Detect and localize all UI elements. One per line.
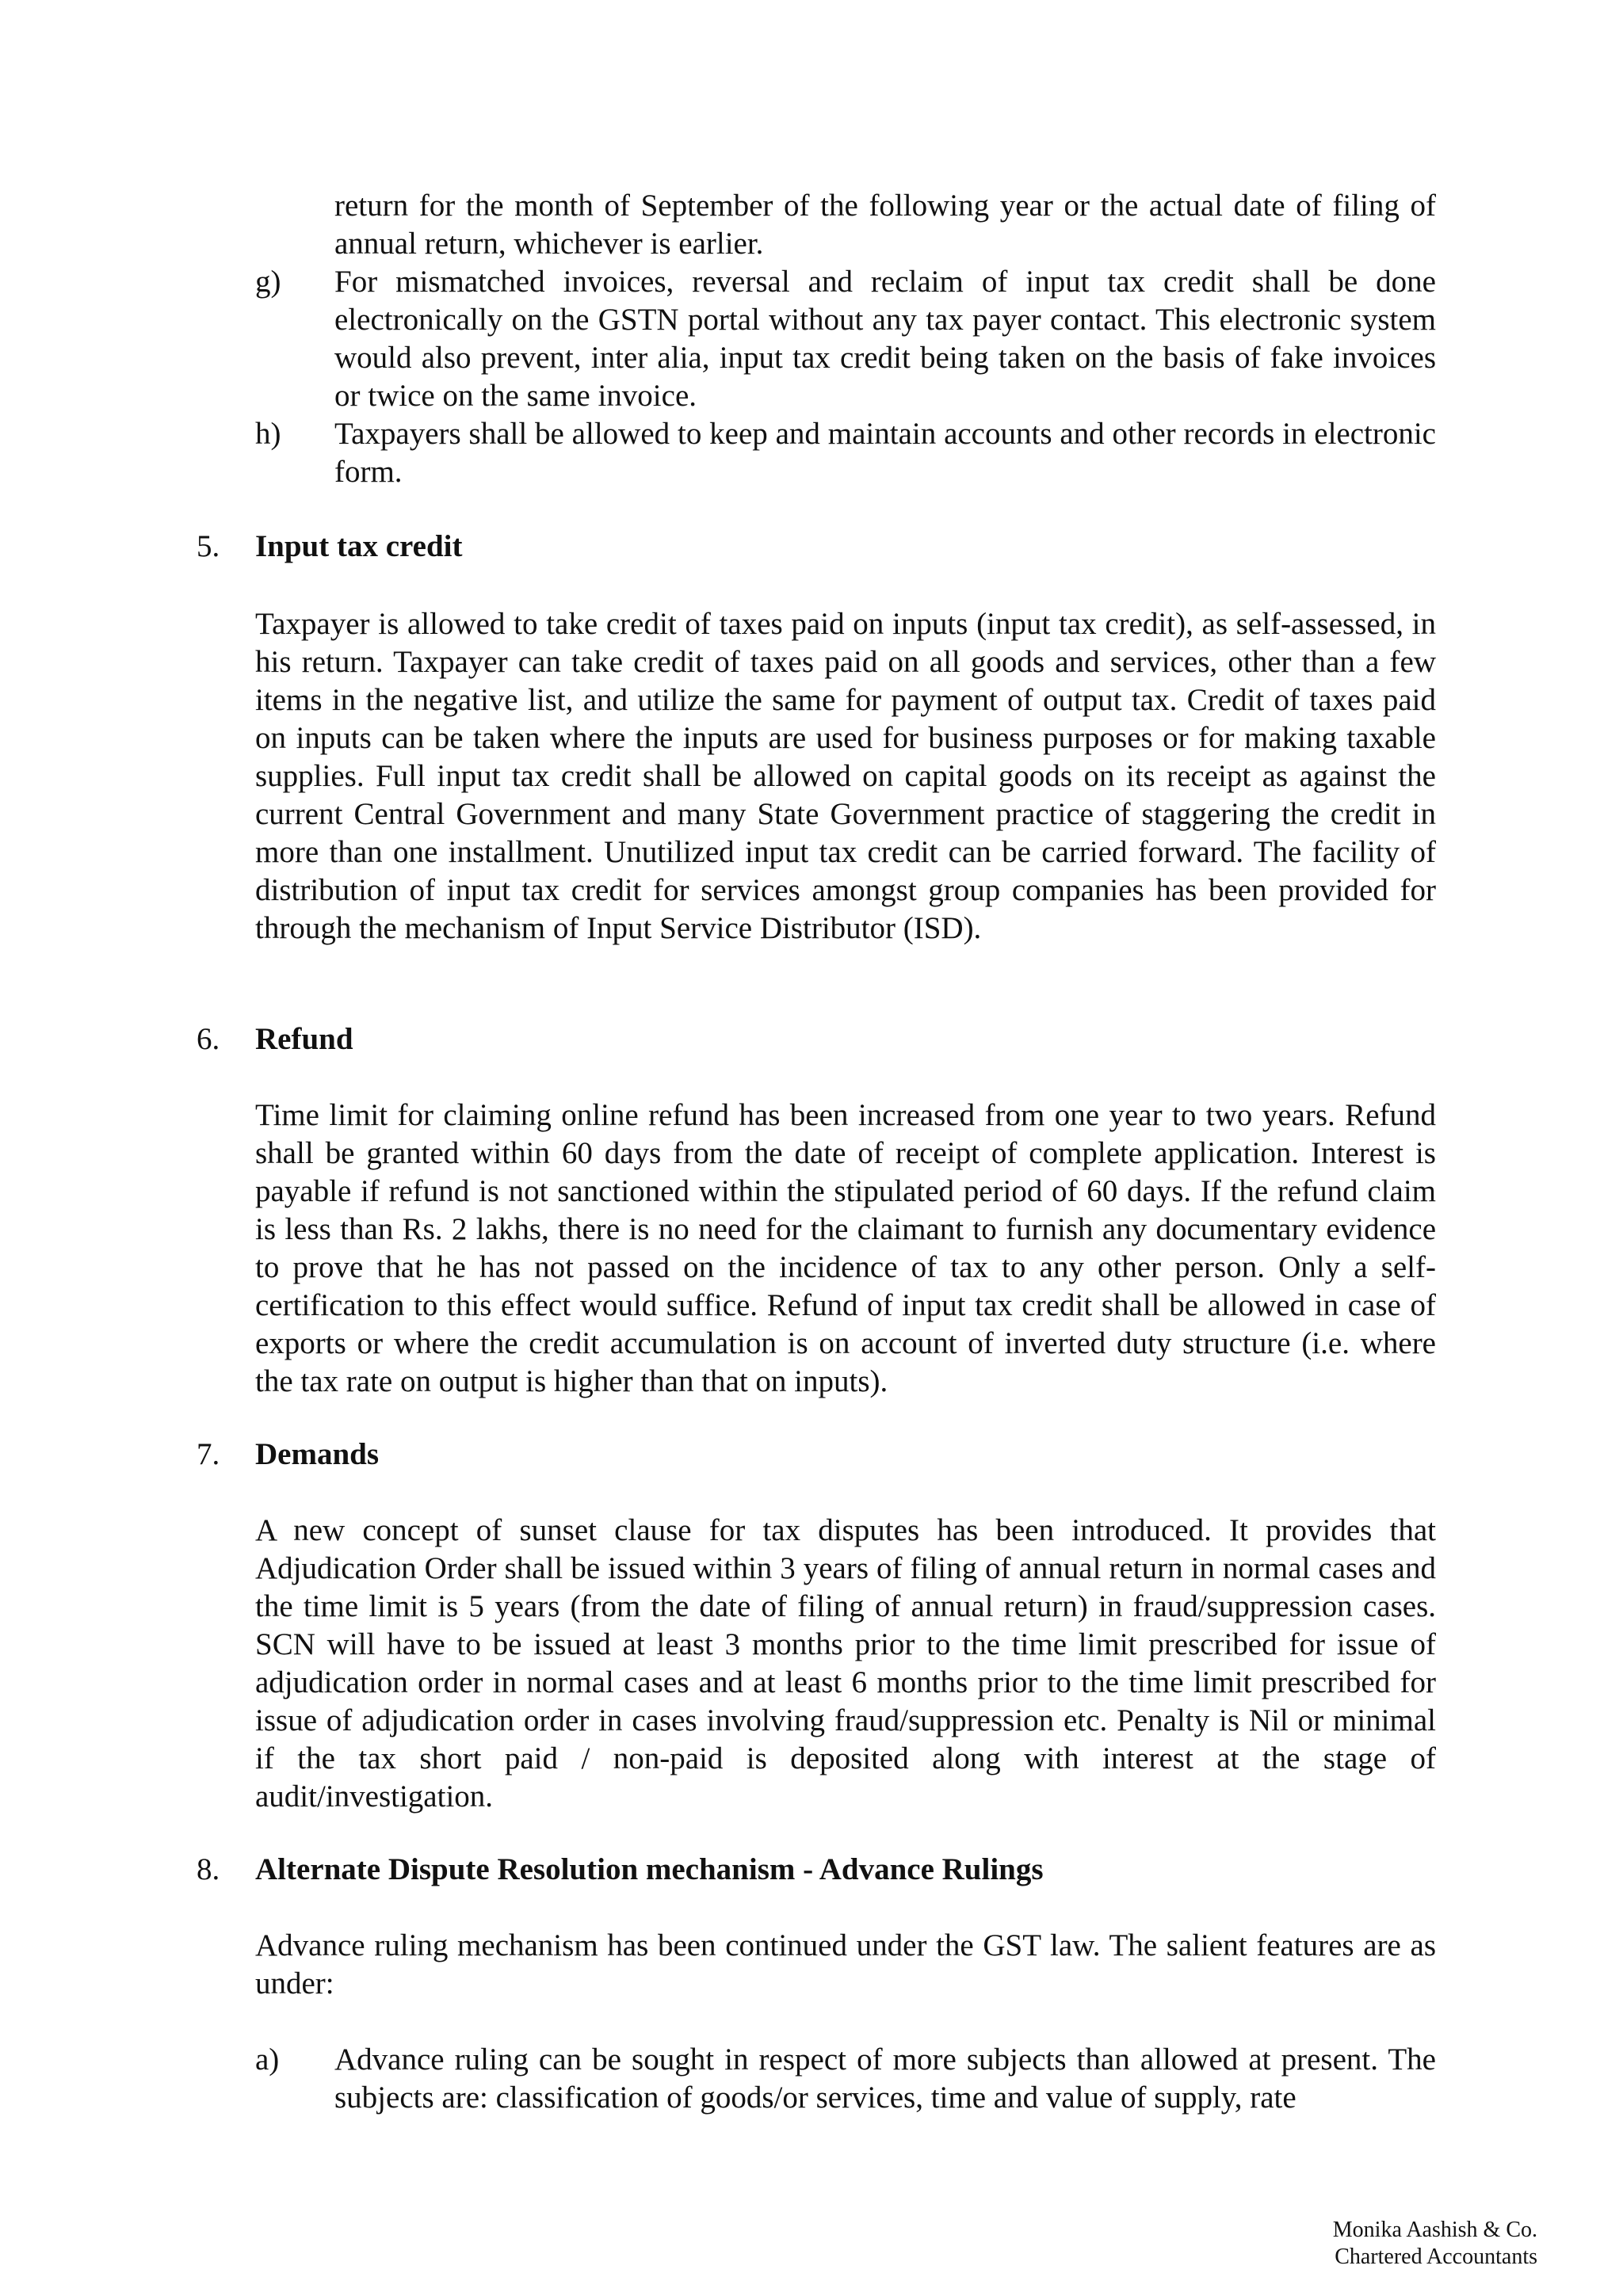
- item-marker-h: h): [255, 417, 281, 451]
- section-paragraph-8: Advance ruling mechanism has been continued under the GST law. The salient features are as under:: [255, 1928, 1436, 2000]
- item-text-a: Advance ruling can be sought in respect of more subjects than allowed at present. The subjects are: classification of goods/or services, time and value of supply, rate: [334, 2042, 1436, 2115]
- section-number-8: 8.: [197, 1852, 220, 1886]
- section-title-5: Input tax credit: [255, 529, 463, 563]
- section-number-6: 6.: [197, 1022, 220, 1056]
- item-text-g: For mismatched invoices, reversal and reclaim of input tax credit shall be done electronically on the GSTN portal without any tax payer contact. This electronic system would also prevent, inter alia, input tax credit being taken on the basis of fake invoices or twice on the same invoice.: [334, 265, 1436, 413]
- item-text-h: Taxpayers shall be allowed to keep and maintain accounts and other records in electronic form.: [334, 417, 1436, 489]
- page-footer: [1268, 2217, 1537, 2271]
- section-number-7: 7.: [197, 1437, 220, 1471]
- section-title-6: Refund: [255, 1022, 353, 1056]
- continuation-text: return for the month of September of the following year or the actual date of filing of annual return, whichever is earlier.: [334, 189, 1436, 261]
- section-paragraph-6: Time limit for claiming online refund has been increased from one year to two years. Refund shall be granted within 60 days from the date of receipt of complete application. Interest is payable if refund is not sanctioned within the stipulated period of 60 days. If the refund claim is less than Rs. 2 lakhs, there is no need for the claimant to furnish any documentary evidence to prove that he has not passed on the incidence of tax to any other person. Only a self-certification to this effect would suffice. Refund of input tax credit shall be allowed in case of exports or where the credit accumulation is on account of inverted duty structure (i.e. where the tax rate on output is higher than that on inputs).: [255, 1098, 1436, 1398]
- section-paragraph-7: A new concept of sunset clause for tax disputes has been introduced. It provides that Adjudication Order shall be issued within 3 years of filing of annual return in normal cases and the time limit is 5 years (from the date of filing of annual return) in fraud/suppression cases. SCN will have to be issued at least 3 months prior to the time limit prescribed for issue of adjudication order in normal cases and at least 6 months prior to the time limit prescribed for issue of adjudication order in cases involving fraud/suppression etc. Penalty is Nil or minimal if the tax short paid / non-paid is deposited along with interest at the stage of audit/investigation.: [255, 1513, 1436, 1814]
- footer-profession: Chartered Accountants: [1335, 2245, 1537, 2269]
- footer-firm-name: Monika Aashish & Co.: [1332, 2218, 1537, 2242]
- item-marker-a: a): [255, 2042, 280, 2077]
- section-title-7: Demands: [255, 1437, 380, 1471]
- section-number-5: 5.: [197, 529, 220, 563]
- section-title-8: Alternate Dispute Resolution mechanism - Advance Rulings: [255, 1852, 1044, 1886]
- item-marker-g: g): [255, 265, 281, 299]
- section-paragraph-5: Taxpayer is allowed to take credit of taxes paid on inputs (input tax credit), as self-assessed, in his return. Taxpayer can take credit of taxes paid on all goods and services, other than a few items in the negative list, and utilize the same for payment of output tax. Credit of taxes paid on inputs can be taken where the inputs are used for business purposes or for making taxable supplies. Full input tax credit shall be allowed on capital goods on its receipt as against the current Central Government and many State Government practice of staggering the credit in more than one installment. Unutilized input tax credit can be carried forward. The facility of distribution of input tax credit for services amongst group companies has been provided for through the mechanism of Input Service Distributor (ISD).: [255, 607, 1436, 945]
